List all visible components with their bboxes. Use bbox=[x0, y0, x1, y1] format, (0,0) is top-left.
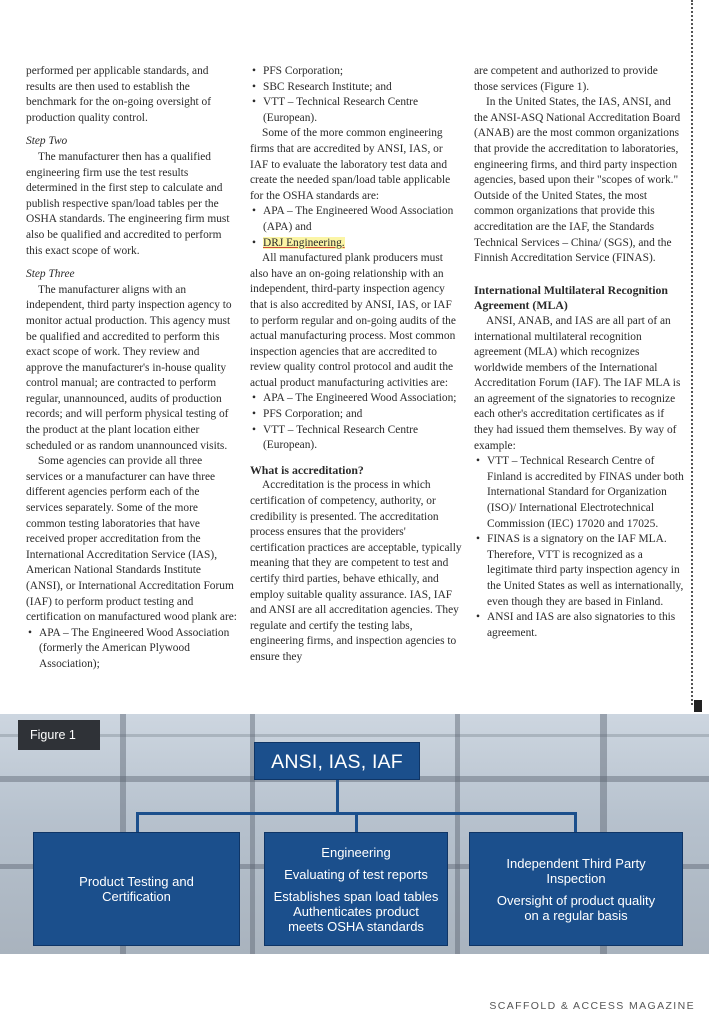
figure-label: Figure 1 bbox=[18, 720, 100, 750]
paragraph: are competent and authorized to provide those services (Figure 1). bbox=[474, 65, 658, 93]
section-heading-mla: International Multilateral Recognition Agreement (MLA) bbox=[474, 282, 668, 313]
step-two-heading: Step Two bbox=[26, 135, 68, 148]
box-line: Independent Third Party bbox=[506, 855, 646, 871]
magazine-footer: SCAFFOLD & ACCESS MAGAZINE bbox=[489, 1000, 695, 1012]
bullet-list bbox=[250, 391, 462, 453]
list-item: • APA – The Engineered Wood Association; bbox=[250, 391, 462, 407]
page-marker bbox=[694, 700, 702, 712]
list-item: • VTT – Technical Research Centre (European). bbox=[250, 95, 462, 126]
paragraph: ANSI, ANAB, and IAS are all part of an international multilateral recognition agreement (MLA) which recognizes worldwide members of the International Accreditation Forum (IAF). The IAF MLA is an agreement of the signatories to recognize each other's accreditation certificates as if they had issued them themselves. By way of example: bbox=[474, 314, 681, 452]
paragraph: Accreditation is the process in which certification of competency, authority, or credibility is presented. The accreditation process ensures that the providers' certification practices are acceptable, typically meaning that they are competent to test and certify third parties, behave ethically, and employ suitable quality assurance. IAS, IAF and ANSI are all accreditation agencies. They regulate and certify the testing labs, engineering firms, and inspection agencies to ensure they bbox=[250, 479, 462, 663]
bullet-list bbox=[26, 626, 238, 673]
text-column-1 bbox=[26, 64, 238, 673]
list-item: • PFS Corporation; and bbox=[250, 407, 462, 423]
paragraph: Some of the more common engineering firms that are accredited by ANSI, IAS, or IAF to evaluate the laboratory test data and create the needed span/load table applicable for the OSHA standards are: bbox=[250, 127, 451, 202]
box-line: on a regular basis bbox=[524, 907, 628, 923]
connector-line bbox=[336, 780, 339, 814]
product-testing-box bbox=[33, 832, 240, 946]
box-line: Product Testing and bbox=[79, 874, 194, 889]
section-heading-accreditation: What is accreditation? bbox=[250, 462, 364, 477]
paragraph: performed per applicable standards, and results are then used to establish the benchmark for the on-going oversight of production quality control. bbox=[26, 65, 212, 124]
paragraph: The manufacturer aligns with an independent, third party inspection agency to monitor actual production. This agency must be qualified and accredited to perform this exact scope of work. They review and approve the manufacturer's in-house quality control manual; are contracted to perform regular, unannounced, audits of production records; and will perform physical testing of the product at the plant location either scheduled or as random unannounced visits. bbox=[26, 283, 232, 452]
text-column-2 bbox=[250, 64, 462, 666]
bullet-list bbox=[250, 64, 462, 126]
list-item: • APA – The Engineered Wood Association (APA) and bbox=[250, 204, 462, 235]
paragraph: The manufacturer then has a qualified engineering firm use the test results determined in the first step to calculate and publish respective span/load tables per the OSHA standards. The engineering firm must also be qualified and accredited to perform this exact scope of work. bbox=[26, 150, 230, 257]
connector-line bbox=[355, 812, 358, 832]
paragraph: All manufactured plank producers must also have an on-going relationship with an independent, third-party inspection agency that is also accredited by ANSI, IAS, or IAF to perform regular and on-going audits of the actual manufacturing process. Most common inspection agencies that are accredited to review quality control protocol and audit the actual product manufacturing activities are: bbox=[250, 252, 456, 389]
figure-1 bbox=[0, 714, 709, 954]
paragraph: Some agencies can provide all three services or a manufacturer can have three different agencies perform each of the services separately. Some of the more common testing laboratories that have received proper accreditation from the International Accreditation Service (IAS), American National Standards Institute (ANSI), or International Accreditation Forum (IAF) to perform product testing and certification on manufactured wood plank are: bbox=[26, 455, 237, 624]
inspection-box bbox=[469, 832, 683, 946]
list-item: • SBC Research Institute; and bbox=[250, 80, 462, 96]
scaffold-post bbox=[455, 714, 460, 954]
box-line: Certification bbox=[102, 889, 171, 904]
list-item: • FINAS is a signatory on the IAF MLA. Therefore, VTT is recognized as a legitimate third party inspection agency in the United States as well as internationally, even though they are based in Finland. bbox=[474, 532, 684, 610]
box-line: Evaluating of test reports bbox=[284, 866, 428, 882]
list-item: • VTT – Technical Research Centre (European). bbox=[250, 423, 462, 454]
box-line: Establishes span load tables bbox=[273, 888, 439, 904]
highlighted-text: DRJ Engineering. bbox=[263, 236, 345, 249]
box-line: Oversight of product quality bbox=[496, 892, 656, 908]
connector-line bbox=[136, 812, 139, 832]
bullet-list bbox=[250, 204, 462, 251]
box-line: meets OSHA standards bbox=[288, 918, 424, 934]
step-three-heading: Step Three bbox=[26, 268, 75, 281]
list-item: • VTT – Technical Research Centre of Finland is accredited by FINAS under both International Standard for Organization (ISO)/ International Electrotechnical Commission (IEC) 17020 and 17025. bbox=[474, 454, 684, 532]
list-item: • PFS Corporation; bbox=[250, 64, 462, 80]
margin-dotted-line bbox=[691, 0, 693, 705]
text-column-3 bbox=[474, 64, 684, 641]
paragraph: In the United States, the IAS, ANSI, and the ANSI-ASQ National Accreditation Board (ANAB) are the most common organizations that provide the accreditation to laboratories, engineering firms, and third party inspection agencies, based upon their "scopes of work." Outside of the United States, the most common organizations that provide this accreditation are the IAF, the Standards Technical Services – China/ (SGS), and the Finnish Accreditation Service (FINAS). bbox=[474, 96, 681, 265]
connector-line bbox=[574, 812, 577, 832]
scaffold-beam bbox=[0, 734, 709, 737]
list-item: • APA – The Engineered Wood Association (formerly the American Plywood Association); bbox=[26, 626, 238, 673]
engineering-box bbox=[264, 832, 448, 946]
bullet-list bbox=[474, 454, 684, 641]
box-line: Inspection bbox=[546, 870, 606, 886]
box-line: Engineering bbox=[321, 844, 391, 860]
list-item-highlighted bbox=[250, 236, 462, 252]
accreditation-bodies-box: ANSI, IAS, IAF bbox=[254, 742, 420, 780]
list-item: • ANSI and IAS are also signatories to this agreement. bbox=[474, 610, 684, 641]
box-line: Authenticates product bbox=[293, 903, 419, 919]
